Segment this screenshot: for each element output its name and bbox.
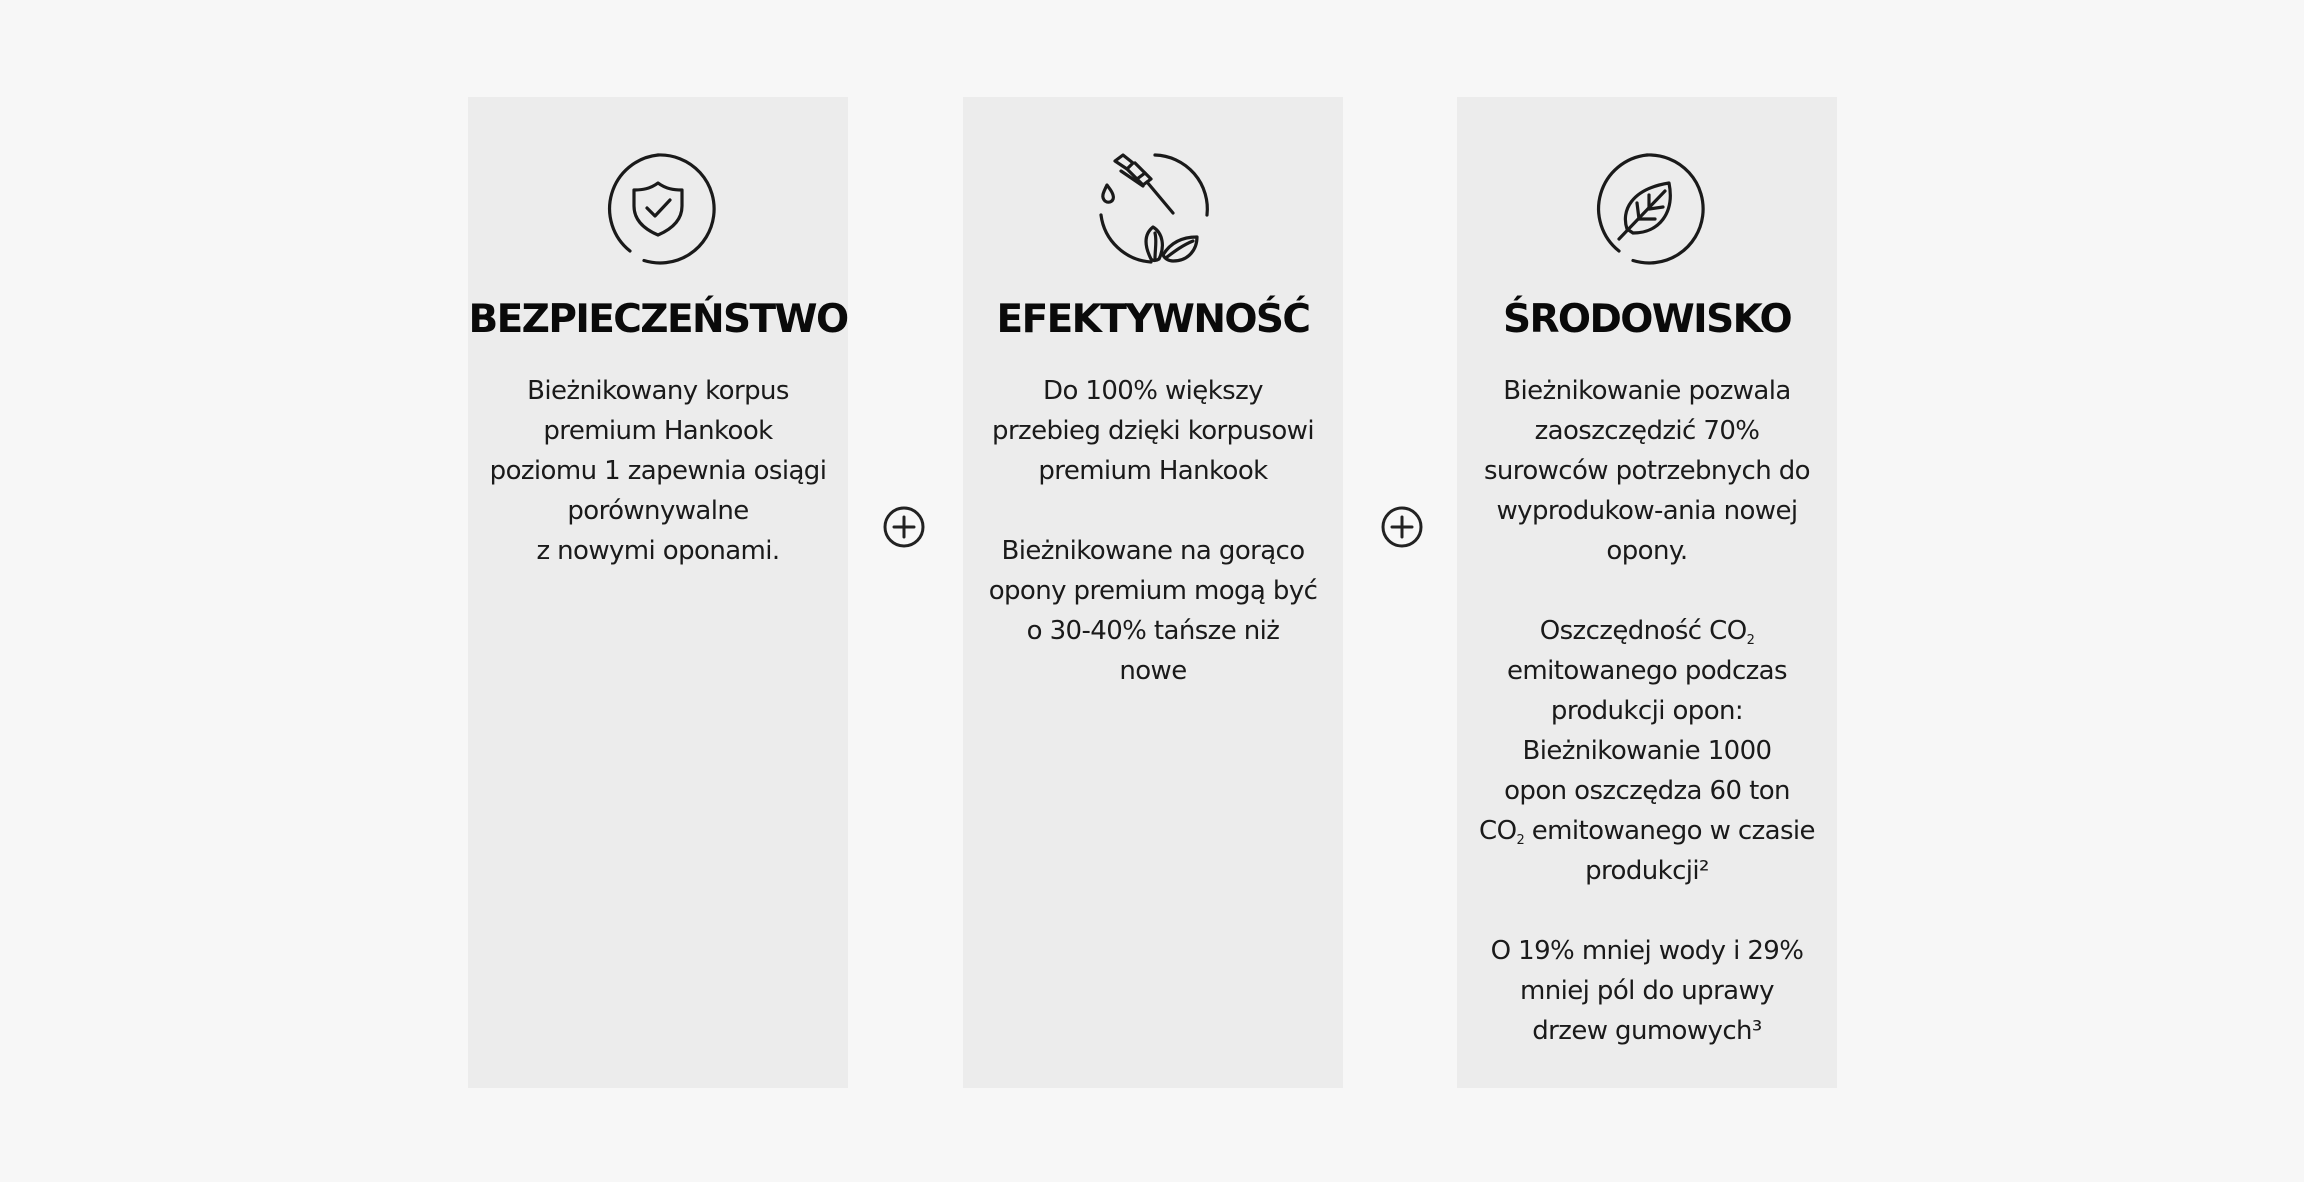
- card-paragraph: O 19% mniej wody i 29% mniej pól do uprawy drzew gumowych³: [1490, 936, 1804, 1046]
- card-environment: [1457, 97, 1837, 1088]
- card-body: [1475, 371, 1819, 1051]
- card-paragraph: Bieżnikowane na gorąco opony premium mogą być o 30-40% tańsze niż nowe: [988, 536, 1318, 686]
- card-paragraph: Bieżnikowanie pozwala zaoszczędzić 70% surowców potrzebnych do wyprodukow-ania nowej opony.: [1483, 376, 1810, 566]
- card-title: BEZPIECZEŃSTWO: [468, 297, 848, 342]
- card-paragraph: Bieżnikowany korpus premium Hankook poziomu 1 zapewnia osiągi porównywalne z nowymi oponami.: [489, 376, 827, 566]
- shield-check-icon: [598, 149, 718, 269]
- co2-subscript: 2: [1516, 833, 1525, 848]
- card-safety: [468, 97, 848, 1088]
- card-paragraph: Do 100% większy przebieg dzięki korpusowi premium Hankook: [992, 376, 1314, 486]
- card-efficiency: [963, 97, 1343, 1088]
- co2-text-1: Oszczędność CO: [1539, 616, 1747, 646]
- card-title: ŚRODOWISKO: [1502, 297, 1792, 342]
- card-paragraph-co2: [1475, 611, 1819, 891]
- plus-circle-icon: [882, 505, 926, 549]
- leaf-icon: [1587, 149, 1707, 269]
- card-title: EFEKTYWNOŚĆ: [996, 297, 1310, 342]
- fuel-nozzle-leaf-icon: [1093, 149, 1213, 269]
- card-body: [981, 371, 1325, 691]
- co2-text-3: emitowanego w czasie produkcji²: [1531, 816, 1815, 886]
- co2-text-2: emitowanego podczas produkcji opon: Bieżnikowanie 1000 opon oszczędza 60 ton CO: [1479, 656, 1790, 846]
- card-body: [486, 371, 830, 571]
- plus-circle-icon: [1380, 505, 1424, 549]
- co2-subscript: 2: [1746, 633, 1755, 648]
